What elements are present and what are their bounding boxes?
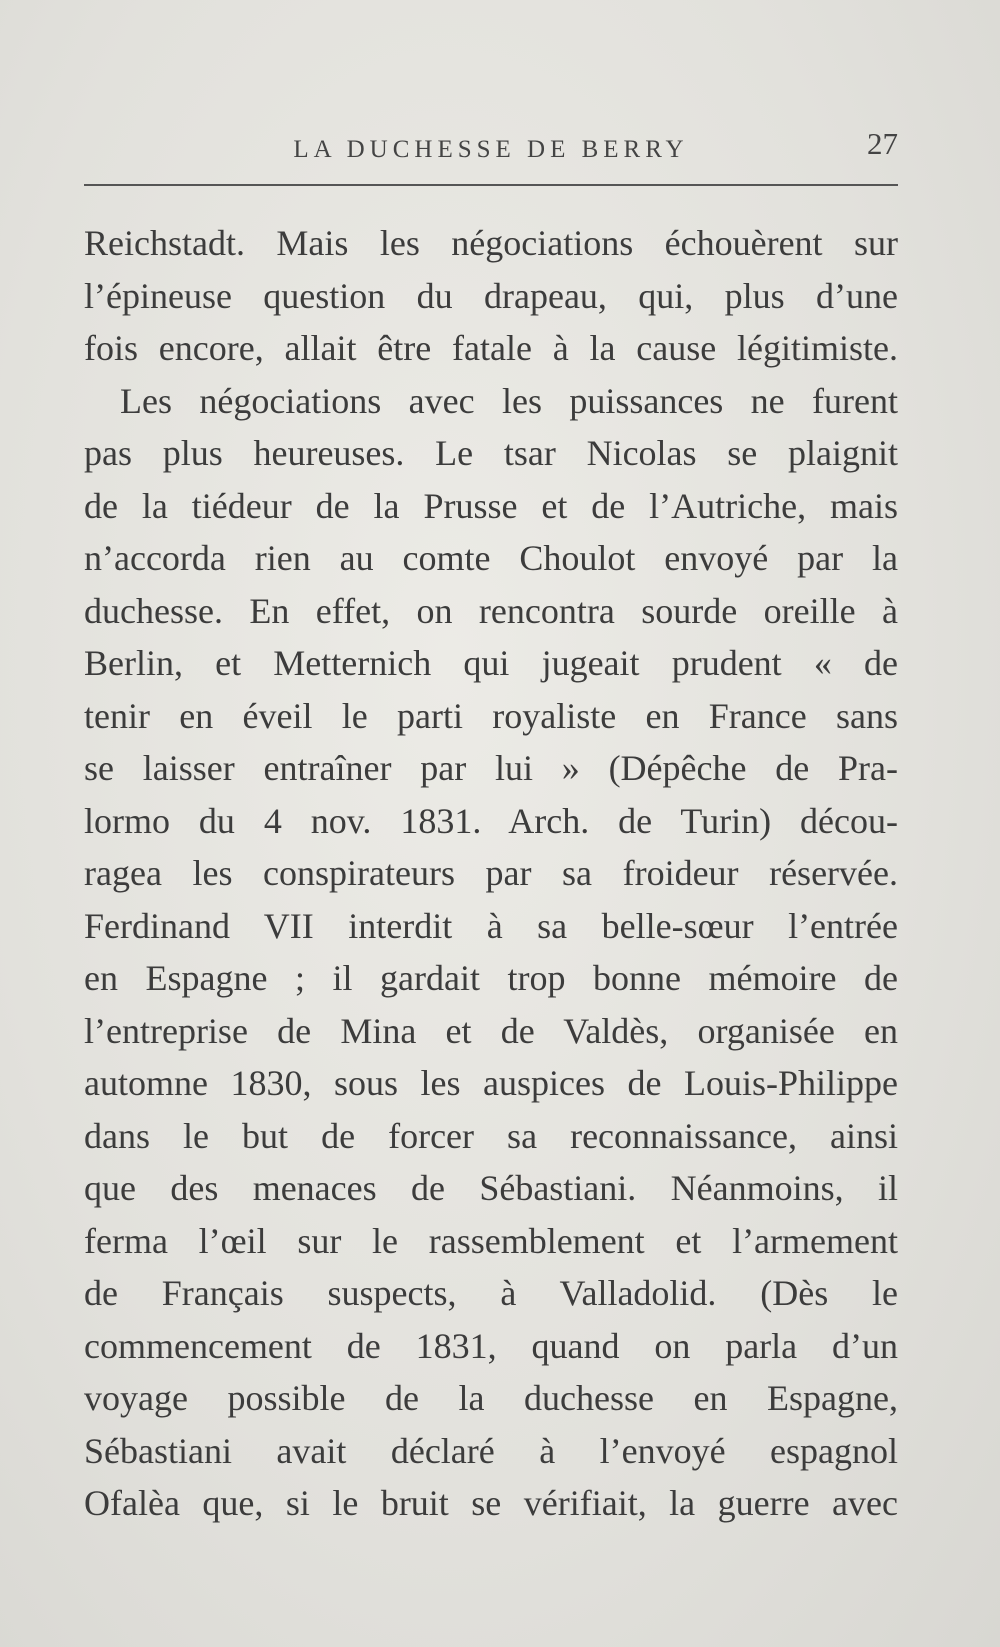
text-line: Ofalèa que, si le bruit se vérifiait, la guerre avec xyxy=(84,1483,898,1523)
text-line: lormo du 4 nov. 1831. Arch. de Turin) décou- xyxy=(84,800,898,841)
text-line: duchesse. En effet, on rencontra sourde oreille à xyxy=(84,590,898,631)
text-line: l’épineuse question du drapeau, qui, plus d’une xyxy=(84,275,898,316)
text-line: de la tiédeur de la Prusse et de l’Autriche, mais xyxy=(84,485,898,526)
text-line: Reichstadt. Mais les négociations échouèrent sur xyxy=(84,223,898,263)
text-line: que des menaces de Sébastiani. Néanmoins, il xyxy=(84,1168,898,1208)
text-line: ferma l’œil sur le rassemblement et l’armement xyxy=(84,1220,898,1261)
text-line: Ferdinand VII interdit à sa belle-sœur l’entrée xyxy=(84,905,898,946)
text-line: n’accorda rien au comte Choulot envoyé par la xyxy=(84,538,898,578)
text-line: tenir en éveil le parti royaliste en France sans xyxy=(84,695,898,736)
text-line: de Français suspects, à Valladolid. (Dès le xyxy=(84,1273,898,1313)
running-head xyxy=(84,118,898,164)
text-line: Les négociations avec les puissances ne furent xyxy=(120,380,898,421)
text-line: pas plus heureuses. Le tsar Nicolas se plaignit xyxy=(84,433,898,473)
text-line: Berlin, et Metternich qui jugeait prudent « de xyxy=(84,643,898,683)
text-line: voyage possible de la duchesse en Espagne, xyxy=(84,1378,898,1418)
book-page xyxy=(84,118,898,1530)
text-line: l’entreprise de Mina et de Valdès, organisée en xyxy=(84,1010,898,1051)
text-line: se laisser entraîner par lui » (Dépêche de Pra- xyxy=(84,748,898,788)
header-rule xyxy=(84,184,898,186)
text-line: automne 1830, sous les auspices de Louis-Philippe xyxy=(84,1063,898,1103)
body-text xyxy=(84,217,898,1530)
text-line: en Espagne ; il gardait trop bonne mémoire de xyxy=(84,958,898,998)
text-line: dans le but de forcer sa reconnaissance, ainsi xyxy=(84,1115,898,1156)
text-line: fois encore, allait être fatale à la cause légitimiste. xyxy=(84,328,898,368)
page-number: 27 xyxy=(867,126,898,161)
text-line: commencement de 1831, quand on parla d’un xyxy=(84,1325,898,1366)
running-title: LA DUCHESSE DE BERRY xyxy=(293,136,689,163)
text-line: Sébastiani avait déclaré à l’envoyé espagnol xyxy=(84,1430,898,1471)
text-line: ragea les conspirateurs par sa froideur réservée. xyxy=(84,853,898,893)
